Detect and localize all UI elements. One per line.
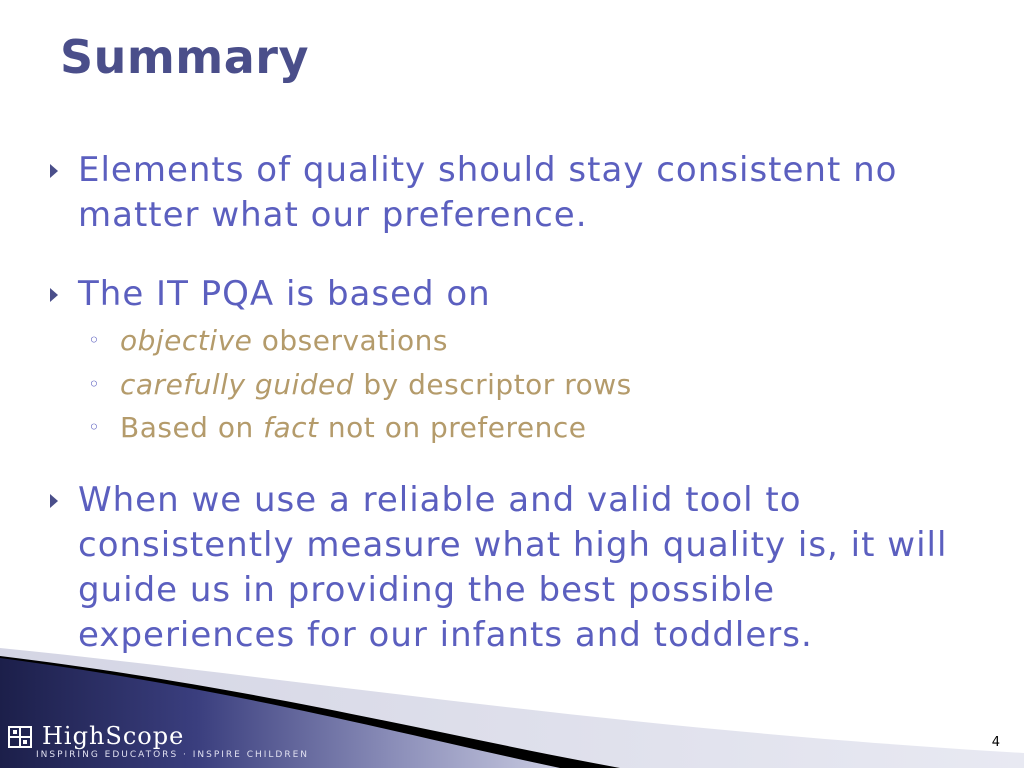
triangle-bullet-icon	[50, 494, 58, 508]
sub-bullet-text: Based on	[120, 411, 264, 444]
bullet-text: The IT PQA is based on	[78, 274, 491, 314]
sub-bullet-text: by descriptor rows	[354, 368, 632, 401]
sub-bullet-item	[88, 366, 632, 403]
circle-bullet-icon: ◦	[88, 415, 101, 439]
sub-bullet-emphasis: fact	[263, 411, 319, 444]
sub-bullet-item	[88, 322, 448, 359]
sub-bullet-emphasis: carefully guided	[120, 368, 354, 401]
sub-bullet-emphasis: objective	[120, 324, 253, 357]
bullet-text: Elements of quality should stay consistent no matter what our preference.	[78, 150, 898, 235]
sub-bullet-item	[88, 409, 586, 446]
logo-text: HighScope	[42, 722, 185, 750]
triangle-bullet-icon	[50, 288, 58, 302]
slide-title: Summary	[60, 30, 309, 84]
bullet-item	[50, 478, 990, 658]
logo-tagline: INSPIRING EDUCATORS · INSPIRE CHILDREN	[36, 750, 310, 760]
triangle-bullet-icon	[50, 164, 58, 178]
circle-bullet-icon: ◦	[88, 328, 101, 352]
bullet-item	[50, 148, 990, 238]
sub-bullet-text: not on preference	[318, 411, 587, 444]
bullet-item	[50, 272, 990, 317]
page-number: 4	[991, 735, 1000, 750]
circle-bullet-icon: ◦	[88, 372, 101, 396]
sub-bullet-text: observations	[252, 324, 448, 357]
bullet-text: When we use a reliable and valid tool to consistently measure what high quality is, it will guide us in providing the best possible experiences for our infants and toddlers.	[78, 480, 948, 655]
logo-grid-icon	[8, 726, 32, 748]
